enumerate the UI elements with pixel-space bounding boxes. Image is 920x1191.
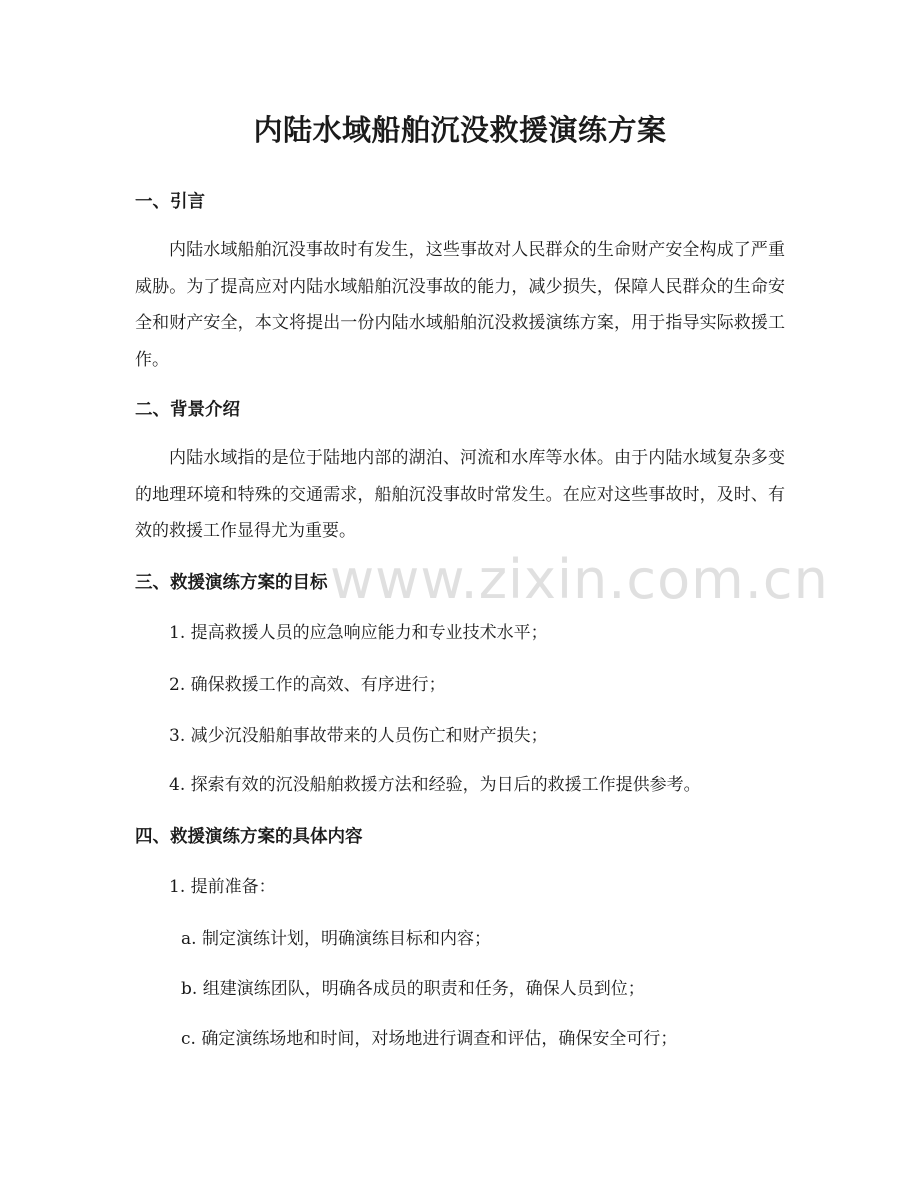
list-item: 2. 确保救援工作的高效、有序进行； — [169, 675, 446, 695]
list-item: 4. 探索有效的沉没船舶救援方法和经验，为日后的救援工作提供参考。 — [169, 775, 701, 795]
sub-list-item: a. 制定演练计划，明确演练目标和内容； — [181, 929, 491, 949]
sub-list-item: c. 确定演练场地和时间，对场地进行调查和评估，确保安全可行； — [181, 1029, 678, 1049]
watermark: www.zixin.com.cn — [330, 548, 829, 611]
section-heading-goals: 三、救援演练方案的目标 — [135, 573, 328, 593]
list-item: 1. 提前准备： — [169, 877, 276, 897]
section-heading-introduction: 一、引言 — [135, 192, 205, 212]
document-title: 内陆水域船舶沉没救援演练方案 — [253, 113, 667, 147]
list-item: 3. 减少沉没船舶事故带来的人员伤亡和财产损失； — [169, 726, 548, 746]
section-paragraph-background: 内陆水域指的是位于陆地内部的湖泊、河流和水库等水体。由于内陆水域复杂多变的地理环境和特殊的交通需求，船舶沉没事故时常发生。在应对这些事故时，及时、有效的救援工作显得尤为重要。 — [135, 448, 785, 541]
section-heading-content: 四、救援演练方案的具体内容 — [135, 827, 363, 847]
section-paragraph-introduction: 内陆水域船舶沉没事故时有发生，这些事故对人民群众的生命财产安全构成了严重威胁。为了提高应对内陆水域船舶沉没事故的能力，减少损失，保障人民群众的生命安全和财产安全，本文将提出一份内陆水域船舶沉没救援演练方案，用于指导实际救援工作。 — [135, 240, 785, 370]
sub-list-item: b. 组建演练团队，明确各成员的职责和任务，确保人员到位； — [181, 979, 645, 999]
section-heading-background: 二、背景介绍 — [135, 400, 240, 420]
list-item: 1. 提高救援人员的应急响应能力和专业技术水平； — [169, 623, 548, 643]
